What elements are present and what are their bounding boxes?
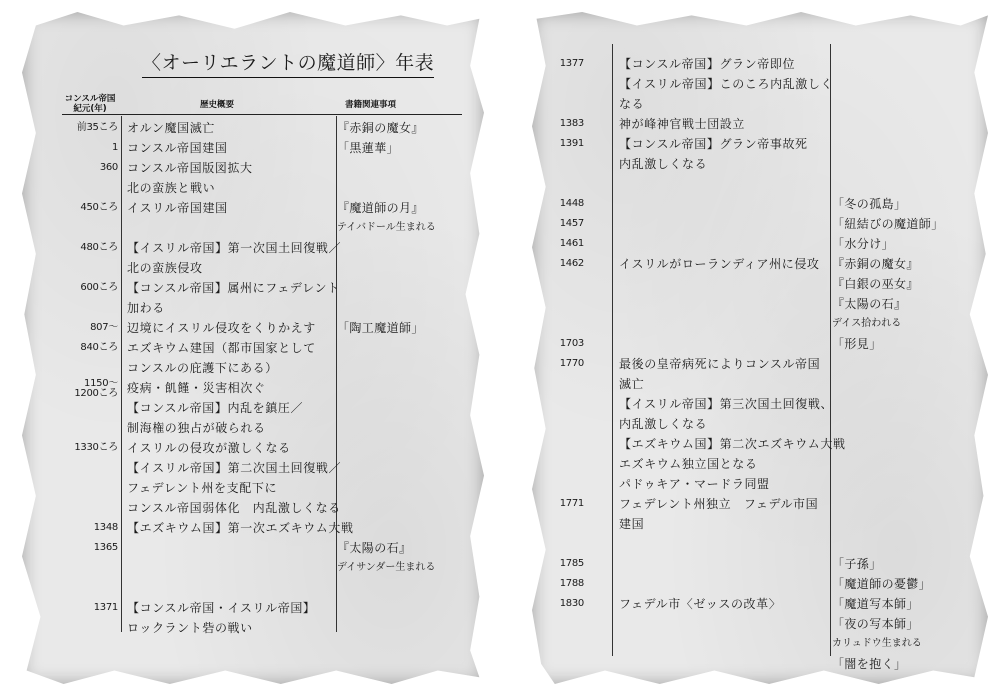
year-cell bbox=[54, 138, 118, 158]
event-cell: 辺境にイスリル侵攻をくりかえす bbox=[127, 321, 316, 335]
year-cell bbox=[54, 238, 118, 258]
year-column-header bbox=[60, 94, 120, 114]
event-cell: コンスル帝国版図拡大 bbox=[127, 161, 253, 175]
year-text: 1371 bbox=[93, 602, 118, 613]
event-cell: 【コンスル帝国・イスリル帝国】 bbox=[127, 601, 316, 615]
year-cell bbox=[54, 598, 118, 618]
event-cell: 建国 bbox=[619, 517, 645, 531]
year-cell bbox=[54, 538, 118, 558]
year-cell bbox=[520, 594, 584, 614]
event-cell: 加わる bbox=[127, 301, 165, 315]
event-cell: 【エズキウム国】第一次エズキウム大戦 bbox=[127, 521, 354, 535]
year-cell bbox=[54, 278, 118, 298]
year-text: 1461 bbox=[559, 238, 584, 249]
books-column-header: 書籍関連事項 bbox=[345, 100, 397, 110]
event-cell: エズキウム独立国となる bbox=[619, 457, 758, 471]
year-text: 1770 bbox=[559, 358, 584, 369]
year-text: 1771 bbox=[559, 498, 584, 509]
year-cell bbox=[520, 574, 584, 594]
year-text: 1150～ bbox=[84, 378, 118, 389]
event-column-header: 歴史概要 bbox=[200, 100, 235, 110]
year-cell bbox=[520, 54, 584, 74]
book-cell: 『魔道師の月』 bbox=[337, 201, 424, 215]
event-cell: 【コンスル帝国】グラン帝事故死 bbox=[619, 137, 808, 151]
event-cell: 内乱激しくなる bbox=[619, 157, 708, 171]
event-cell: ロックラント砦の戦い bbox=[127, 621, 253, 635]
event-cell: 制海権の独占が破られる bbox=[127, 421, 266, 435]
year-text: 1330ころ bbox=[74, 442, 118, 453]
year-text: 1785 bbox=[559, 558, 584, 569]
year-text-line2: 1200ころ bbox=[74, 388, 118, 399]
book-cell: 「紐結びの魔道師」 bbox=[832, 217, 944, 231]
year-text: 1 bbox=[111, 142, 118, 153]
year-text: 1457 bbox=[559, 218, 584, 229]
event-cell: パドゥキア・マードラ同盟 bbox=[619, 477, 770, 491]
year-text: 600ころ bbox=[80, 282, 118, 293]
year-text: 1377 bbox=[559, 58, 584, 69]
event-cell: 【エズキウム国】第二次エズキウム大戦 bbox=[619, 437, 846, 451]
year-text: 1788 bbox=[559, 578, 584, 589]
event-cell: イスリルがローランディア州に侵攻 bbox=[619, 257, 820, 271]
book-cell: 「子孫」 bbox=[832, 557, 882, 571]
event-cell: 北の蛮族侵攻 bbox=[127, 261, 203, 275]
year-text: 1391 bbox=[559, 138, 584, 149]
book-cell: 「魔道師の憂鬱」 bbox=[832, 577, 932, 591]
year-text: 840ころ bbox=[80, 342, 118, 353]
event-cell: フェデル市〈ゼッスの改革〉 bbox=[619, 597, 782, 611]
year-cell bbox=[520, 114, 584, 134]
year-text: 360 bbox=[99, 162, 118, 173]
year-text: 1348 bbox=[93, 522, 118, 533]
book-cell: 「魔道写本師」 bbox=[832, 597, 919, 611]
year-text: 1365 bbox=[93, 542, 118, 553]
year-cell bbox=[520, 194, 584, 214]
event-cell: なる bbox=[619, 97, 645, 111]
event-cell: 内乱激しくなる bbox=[619, 417, 708, 431]
event-cell: 【イスリル帝国】第一次国土回復戦／ bbox=[127, 241, 342, 255]
year-header-line2: 紀元(年) bbox=[73, 104, 107, 114]
book-cell: 「水分け」 bbox=[832, 237, 895, 251]
year-text: 1462 bbox=[559, 258, 584, 269]
book-cell: 「闇を抱く」 bbox=[832, 657, 907, 671]
event-cell: 北の蛮族と戦い bbox=[127, 181, 216, 195]
event-cell: 神が峰神官戦士団設立 bbox=[619, 117, 746, 131]
event-cell: 最後の皇帝病死によりコンスル帝国 bbox=[619, 357, 821, 371]
year-text: 1448 bbox=[559, 198, 584, 209]
year-header-line1: コンスル帝国 bbox=[64, 94, 116, 104]
year-cell bbox=[54, 158, 118, 178]
year-cell bbox=[54, 378, 118, 399]
year-cell bbox=[520, 134, 584, 154]
year-text: 450ころ bbox=[80, 202, 118, 213]
event-cell: イスリル帝国建国 bbox=[127, 201, 228, 215]
year-cell bbox=[520, 234, 584, 254]
book-cell: 「冬の孤島」 bbox=[832, 197, 907, 211]
event-cell: コンスル帝国弱体化 内乱激しくなる bbox=[127, 501, 341, 515]
year-text: 807～ bbox=[90, 322, 118, 333]
year-text: 480ころ bbox=[80, 242, 118, 253]
year-cell bbox=[54, 438, 118, 458]
event-cell: 【コンスル帝国】グラン帝即位 bbox=[619, 57, 796, 71]
year-cell bbox=[520, 214, 584, 234]
event-cell: 【イスリル帝国】第三次国土回復戦、 bbox=[619, 397, 834, 411]
book-note-cell: テイバドール生まれる bbox=[337, 222, 436, 233]
event-cell: 滅亡 bbox=[619, 377, 645, 391]
year-cell bbox=[520, 334, 584, 354]
year-text: 前35ころ bbox=[76, 122, 118, 133]
book-cell: 『太陽の石』 bbox=[337, 541, 412, 555]
book-cell: 「陶工魔道師」 bbox=[337, 321, 424, 335]
event-cell: エズキウム建国（都市国家として bbox=[127, 341, 316, 355]
book-cell: 「夜の写本師」 bbox=[832, 617, 919, 631]
event-cell: 【コンスル帝国】属州にフェデレント bbox=[127, 281, 340, 295]
year-cell bbox=[520, 354, 584, 374]
year-cell bbox=[54, 518, 118, 538]
right-book-divider bbox=[830, 44, 831, 656]
left-year-divider bbox=[121, 116, 122, 632]
right-year-divider bbox=[612, 44, 613, 656]
year-cell bbox=[520, 494, 584, 514]
book-note-cell: デイス拾われる bbox=[832, 318, 902, 329]
year-cell bbox=[54, 318, 118, 338]
year-cell bbox=[54, 198, 118, 218]
event-cell: フェデレント州を支配下に bbox=[127, 481, 278, 495]
event-cell: 【イスリル帝国】第二次国土回復戦／ bbox=[127, 461, 342, 475]
event-cell: フェデレント州独立 フェデル市国 bbox=[619, 497, 819, 511]
book-cell: 「形見」 bbox=[832, 337, 882, 351]
year-cell bbox=[54, 338, 118, 358]
event-cell: イスリルの侵攻が激しくなる bbox=[127, 441, 291, 455]
year-cell bbox=[520, 254, 584, 274]
event-cell: 【コンスル帝国】内乱を鎮圧／ bbox=[127, 401, 304, 415]
year-text: 1703 bbox=[559, 338, 584, 349]
event-cell: 【イスリル帝国】このころ内乱激しく bbox=[619, 77, 834, 91]
year-text: 1383 bbox=[559, 118, 584, 129]
year-text: 1830 bbox=[559, 598, 584, 609]
book-cell: 『赤銅の魔女』 bbox=[832, 257, 919, 271]
event-cell: コンスル帝国建国 bbox=[127, 141, 228, 155]
event-cell: 疫病・飢饉・災害相次ぐ bbox=[127, 381, 266, 395]
book-note-cell: カリュドウ生まれる bbox=[832, 638, 922, 649]
book-note-cell: デイサンダー生まれる bbox=[337, 562, 436, 573]
book-cell: 『太陽の石』 bbox=[832, 297, 907, 311]
year-cell bbox=[54, 118, 118, 138]
book-cell: 「黒蓮華」 bbox=[337, 141, 400, 155]
book-cell: 『白銀の巫女』 bbox=[832, 277, 919, 291]
event-cell: オルン魔国滅亡 bbox=[127, 121, 215, 135]
year-cell bbox=[520, 554, 584, 574]
page-title: 〈オーリエラントの魔道師〉年表 bbox=[142, 48, 434, 78]
event-cell: コンスルの庇護下にある） bbox=[127, 361, 278, 375]
header-divider bbox=[62, 114, 462, 115]
book-cell: 『赤銅の魔女』 bbox=[337, 121, 424, 135]
